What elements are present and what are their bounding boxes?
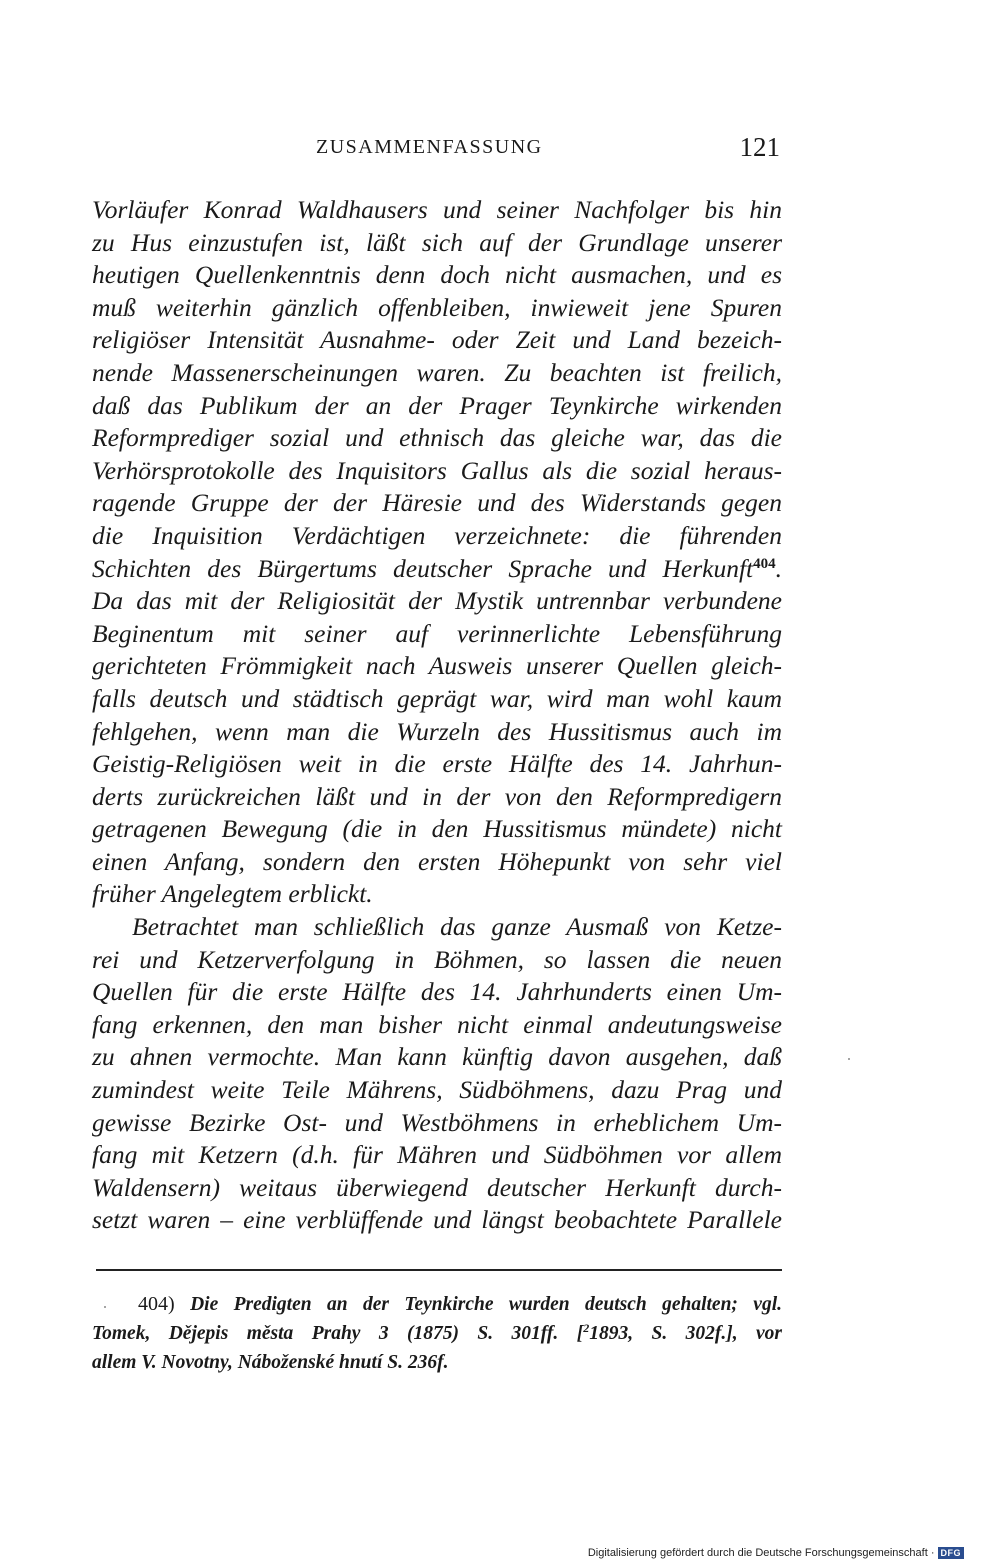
footnote-line [92,1319,782,1348]
footnote-text: Die Predigten an der Teynkirche wurden deutsch gehalten; vgl. [190,1294,782,1315]
text-fragment: Schichten des Bürgertums deutscher Sprache und Herkunft [92,553,754,583]
text-line: zu Hus einzustufen ist, läßt sich auf der Grundlage unserer [92,227,782,257]
text-line: daß das Publikum der an der Prager Teynkirche wirkenden [92,390,782,420]
text-line: Verhörsprotokolle des Inquisitors Gallus als die sozial heraus- [92,455,782,485]
text-line: nende Massenerscheinungen waren. Zu beachten ist freilich, [92,357,782,387]
footnote-line [92,1290,782,1319]
text-line-with-footnote-ref [92,553,782,586]
digitization-credit [588,1547,964,1559]
text-fragment: . [775,553,782,583]
page-number: 121 [739,132,780,162]
text-line: gerichteten Frömmigkeit nach Ausweis unserer Quellen gleich- [92,651,782,681]
text-line: einen Anfang, sondern den ersten Höhepunkt von sehr viel [92,846,782,876]
text-line: Reformprediger sozial und ethnisch das gleiche war, das die [92,423,782,453]
text-line: derts zurückreichen läßt und in der von den Reformpredigern [92,781,782,811]
digitization-text: Digitalisierung gefördert durch die Deutsche Forschungsgemeinschaft · [587,1547,935,1559]
text-line: Waldensern) weitaus überwiegend deutscher Herkunft durch- [92,1172,782,1202]
text-line: die Inquisition Verdächtigen verzeichnete: die führenden [92,520,782,550]
text-line: Quellen für die erste Hälfte des 14. Jahrhunderts einen Um- [92,977,782,1007]
text-line: fang mit Ketzern (d.h. für Mähren und Südböhmen vor allem [92,1140,782,1170]
text-line: rei und Ketzerverfolgung in Böhmen, so lassen die neuen [92,944,782,974]
text-line: Beginentum mit seiner auf verinnerlichte Lebensführung [92,618,782,648]
text-line: ragende Gruppe der der Häresie und des Widerstands gegen [92,488,782,518]
text-line: zu ahnen vermochte. Man kann künftig davon ausgehen, daß [92,1042,782,1072]
text-line: religiöser Intensität Ausnahme- oder Zeit und Land bezeich- [92,325,782,355]
text-line: gewisse Bezirke Ost- und Westböhmens in erheblichem Um- [92,1107,782,1137]
paragraph-first-line: Betrachtet man schließlich das ganze Ausmaß von Ketze- [132,912,782,942]
text-line: getragenen Bewegung (die in den Hussitismus mündete) nicht [92,814,782,844]
running-head [94,132,782,166]
text-line: zumindest weite Teile Mährens, Südböhmens, dazu Prag und [92,1075,782,1105]
text-line: Da das mit der Religiosität der Mystik untrennbar verbundene [92,586,782,616]
footnote-text: Tomek, Dějepis města Prahy 3 (1875) S. 301ff. [ [92,1323,584,1344]
text-line: fehlgehen, wenn man die Wurzeln des Hussitismus auch im [92,716,782,746]
footnote-block [92,1290,782,1377]
text-line: Geistig-Religiösen weit in die erste Hälfte des 14. Jahrhun- [92,749,782,779]
footnote-line: allem V. Novotny, Náboženské hnutí S. 236f. [92,1352,449,1373]
footnote-divider [96,1269,782,1271]
scan-speck [848,1058,850,1060]
body-text [92,194,782,1237]
running-title: ZUSAMMENFASSUNG [316,136,543,158]
text-line: Vorläufer Konrad Waldhausers und seiner Nachfolger bis hin [92,195,782,224]
scan-speck [104,1306,106,1308]
footnote-reference[interactable]: 404 [753,555,776,572]
text-line: früher Angelegtem erblickt. [92,879,373,909]
text-line: heutigen Quellenkenntnis denn doch nicht ausmachen, und es [92,260,782,290]
dfg-logo: DFG [938,1547,965,1559]
text-line: muß weiterhin gänzlich offenbleiben, inwieweit jene Spuren [92,292,782,322]
text-line: fang erkennen, den man bisher nicht einmal andeutungsweise [92,1009,782,1039]
text-line: setzt waren – eine verblüffende und längst beobachtete Parallele [92,1205,782,1235]
edition-superscript: 2 [583,1321,590,1335]
text-line: falls deutsch und städtisch geprägt war, wird man wohl kaum [92,683,782,713]
footnote-number: 404) [138,1293,175,1315]
footnote-text: 1893, S. 302f.], vor [589,1323,782,1344]
